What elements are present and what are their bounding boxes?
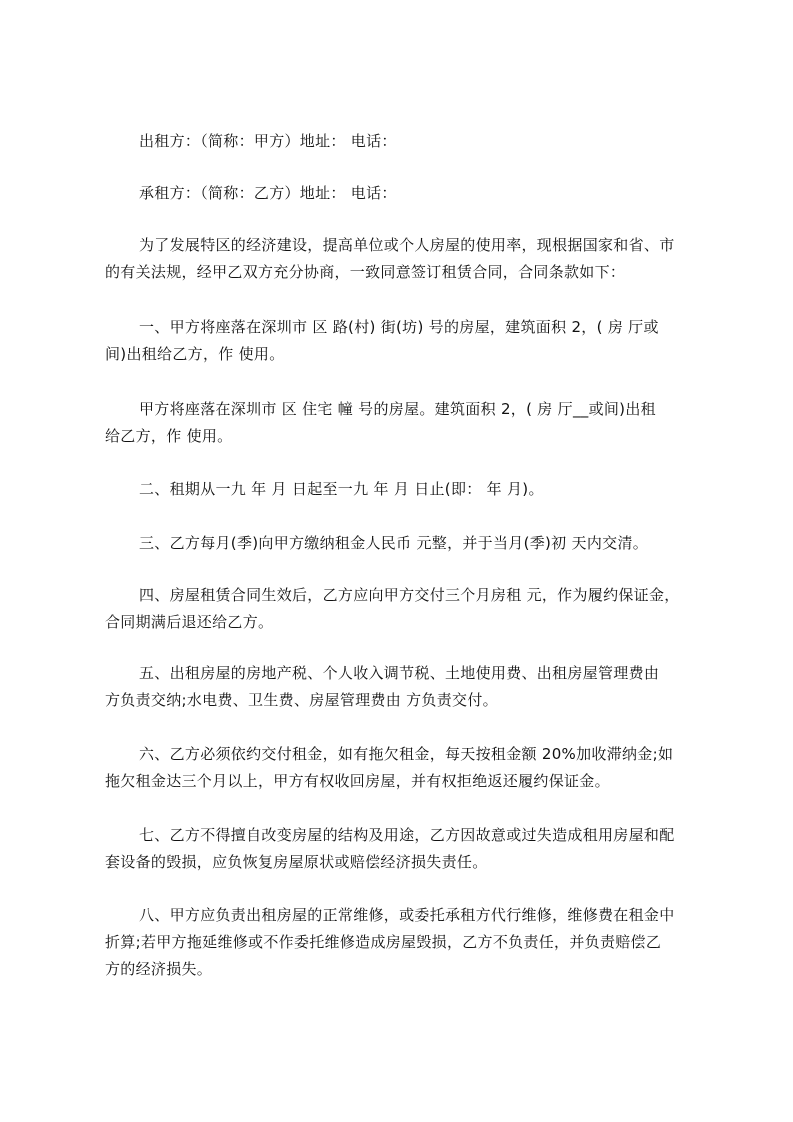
preamble-line-1: 为了发展特区的经济建设，提高单位或个人房屋的使用率，现根据国家和省、市 xyxy=(139,236,675,254)
clause-4-line-1: 四、房屋租赁合同生效后，乙方应向甲方交付三个月房租 元，作为履约保证金， xyxy=(139,586,680,604)
lessor-text: 出租方：（简称：甲方）地址： 电话： xyxy=(139,132,397,150)
clause-1b-line-1: 甲方将座落在深圳市 区 住宅 幢 号的房屋。建筑面积 2，( 房 厅__或间)出租 xyxy=(139,400,656,418)
clause-8-paragraph xyxy=(105,902,705,983)
clause-1a-line-2: 间)出租给乙方，作 使用。 xyxy=(105,345,285,363)
clause-6-paragraph xyxy=(105,741,705,795)
clause-4-paragraph xyxy=(105,582,705,636)
clause-4-line-2: 合同期满后退还给乙方。 xyxy=(105,613,274,631)
clause-6-line-2: 拖欠租金达三个月以上，甲方有权收回房屋，并有权拒绝返还履约保证金。 xyxy=(105,772,610,790)
clause-6-line-1: 六、乙方必须依约交付租金，如有拖欠租金，每天按租金额 20%加收滞纳金;如 xyxy=(139,745,674,763)
clause-5-line-1: 五、出租房屋的房地产税、个人收入调节税、土地使用费、出租房屋管理费由 xyxy=(139,664,660,682)
clause-1a-paragraph xyxy=(105,314,705,368)
clause-7-line-1: 七、乙方不得擅自改变房屋的结构及用途，乙方因故意或过失造成租用房屋和配 xyxy=(139,826,675,844)
clause-3-line-1: 三、乙方每月(季)向甲方缴纳租金人民币 元整，并于当月(季)初 天内交清。 xyxy=(139,534,649,552)
lessee-text: 承租方：（简称：乙方）地址： 电话： xyxy=(139,184,397,202)
clause-5-line-2: 方负责交纳;水电费、卫生费、房屋管理费由 方负责交付。 xyxy=(105,691,498,709)
clause-1a-line-1: 一、甲方将座落在深圳市 区 路(村) 街(坊) 号的房屋，建筑面积 2，( 房 厅或 xyxy=(139,318,659,336)
clause-8-line-1: 八、甲方应负责出租房屋的正常维修，或委托承租方代行维修，维修费在租金中 xyxy=(139,906,675,924)
clause-1b-line-2: 给乙方，作 使用。 xyxy=(105,427,233,445)
clause-7-line-2: 套设备的毁损，应负恢复房屋原状或赔偿经济损失责任。 xyxy=(105,853,488,871)
clause-2-line-1: 二、租期从一九 年 月 日起至一九 年 月 日止(即： 年 月)。 xyxy=(139,480,544,498)
lessor-line xyxy=(105,128,705,155)
clause-1b-paragraph xyxy=(105,396,705,450)
preamble-paragraph xyxy=(105,232,705,286)
clause-5-paragraph xyxy=(105,660,705,714)
preamble-line-2: 的有关法规，经甲乙双方充分协商，一致同意签订租赁合同，合同条款如下： xyxy=(105,263,626,281)
clause-2-paragraph xyxy=(105,476,705,503)
lessee-line xyxy=(105,180,705,207)
clause-7-paragraph xyxy=(105,822,705,876)
clause-8-line-3: 方的经济损失。 xyxy=(105,960,213,978)
clause-3-paragraph xyxy=(105,530,705,557)
clause-8-line-2: 折算;若甲方拖延维修或不作委托维修造成房屋毁损，乙方不负责任，并负责赔偿乙 xyxy=(105,933,662,951)
